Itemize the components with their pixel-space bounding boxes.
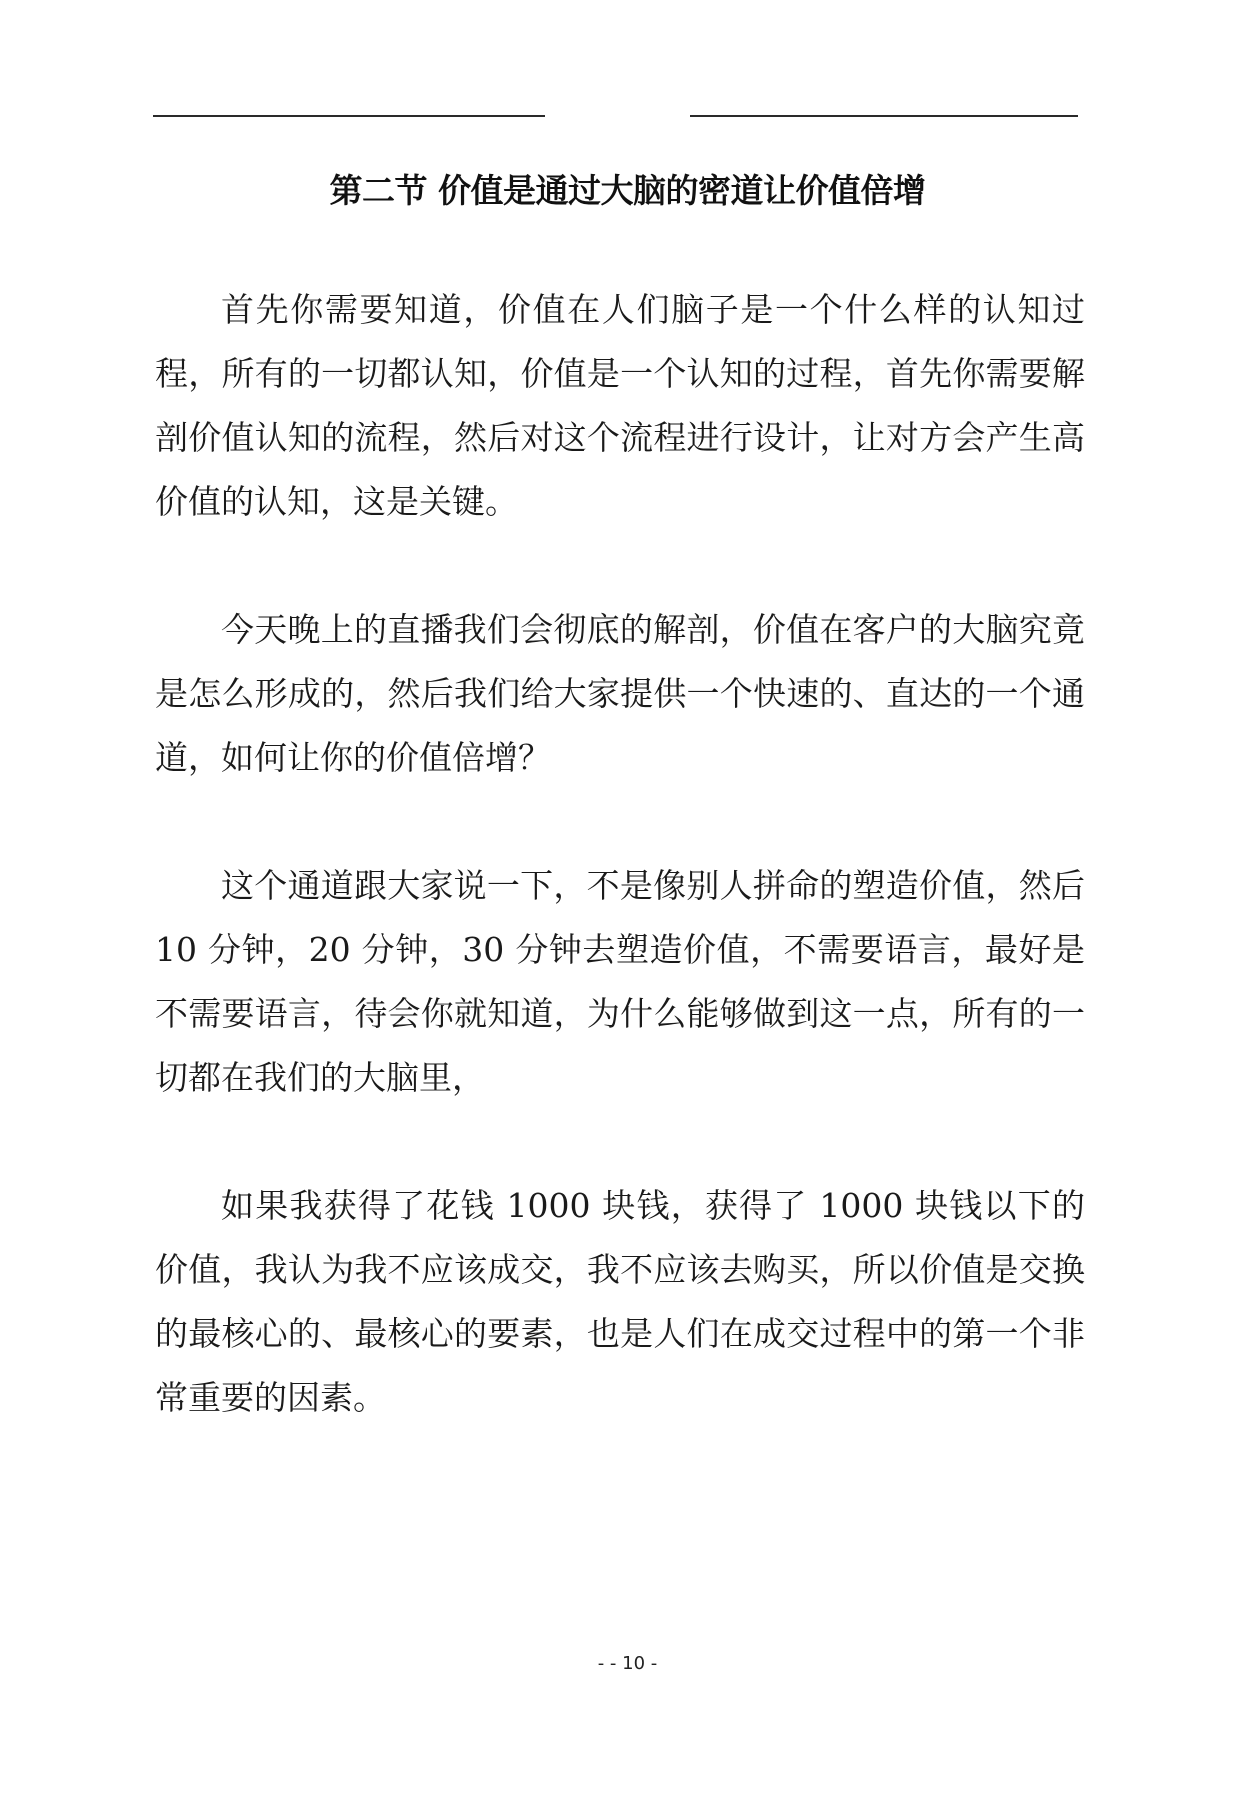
header-rule-right [690, 115, 1078, 117]
page-number: - - 10 - [597, 1653, 658, 1674]
header-rule-left [153, 115, 545, 117]
section-title: 第二节 价值是通过大脑的密道让价值倍增 [329, 171, 926, 210]
paragraph-1: 首先你需要知道，价值在人们脑子是一个什么样的认知过程，所有的一切都认知，价值是一个认知的过程，首先你需要解剖价值认知的流程，然后对这个流程进行设计，让对方会产生高价值的认知，这是关键。 [155, 290, 1085, 521]
paragraph-4: 如果我获得了花钱 1000 块钱，获得了 1000 块钱以下的价值，我认为我不应该成交，我不应该去购买，所以价值是交换的最核心的、最核心的要素，也是人们在成交过程中的第一个非常重要的因素。 [155, 1186, 1085, 1417]
paragraph-3: 这个通道跟大家说一下，不是像别人拼命的塑造价值，然后 10 分钟，20 分钟，30 分钟去塑造价值，不需要语言，最好是不需要语言，待会你就知道，为什么能够做到这一点，所有的一切都在我们的大脑里， [155, 866, 1085, 1097]
body-text [155, 278, 1085, 1494]
paragraph-2: 今天晚上的直播我们会彻底的解剖，价值在客户的大脑究竟是怎么形成的，然后我们给大家提供一个快速的、直达的一个通道，如何让你的价值倍增？ [155, 610, 1085, 777]
